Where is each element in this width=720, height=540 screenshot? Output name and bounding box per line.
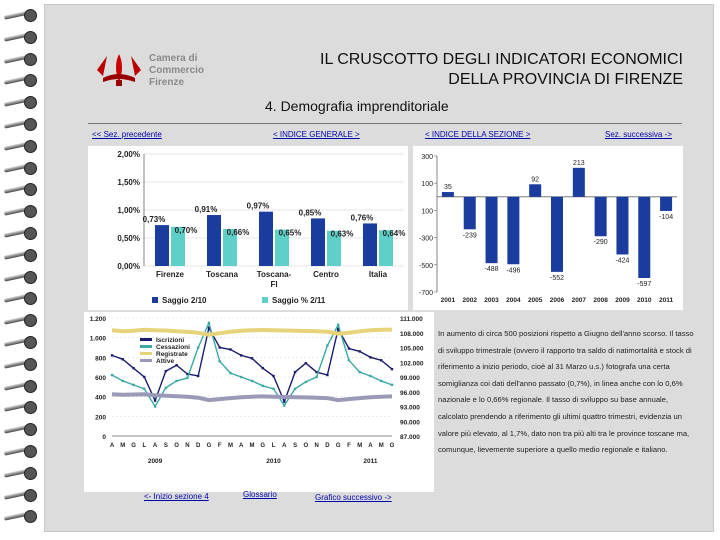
title-line-1: IL CRUSCOTTO DEGLI INDICATORI ECONOMICI: [320, 51, 683, 68]
y-tick-label: 100: [421, 208, 433, 216]
y-tick-label: 1,00%: [117, 206, 140, 215]
binder-ring: [4, 161, 38, 175]
binder-ring: [4, 226, 38, 240]
series-point: [380, 380, 382, 382]
balance-bar: [660, 197, 672, 211]
series-point: [197, 375, 199, 377]
balance-bar: [442, 192, 454, 197]
binder-ring: [4, 8, 38, 22]
title-line-2: DELLA PROVINCIA DI FIRENZE: [448, 71, 683, 88]
value-label: -488: [484, 266, 499, 274]
series-point: [143, 388, 145, 390]
series-point: [154, 399, 156, 401]
value-label: 92: [531, 176, 540, 184]
series-point: [369, 356, 371, 358]
ring-hole: [24, 314, 37, 327]
value-label: 0,85%: [298, 208, 322, 218]
legend-swatch: [140, 359, 152, 362]
y-tick-label: -500: [418, 262, 433, 270]
ring-hole: [24, 292, 37, 305]
prev-section-link[interactable]: << Sez. precedente: [92, 130, 162, 139]
legend-label: Registrate: [156, 351, 188, 358]
month-label: M: [120, 443, 126, 449]
year-label: 2004: [506, 297, 521, 304]
series-point: [262, 367, 264, 369]
binder-ring: [4, 379, 38, 393]
balance-bar: [529, 184, 541, 197]
month-label: M: [227, 443, 233, 449]
y-tick-label: 2,00%: [117, 150, 140, 159]
month-label: G: [335, 443, 341, 449]
month-label: G: [206, 443, 212, 449]
binder-ring: [4, 248, 38, 262]
series-point: [122, 358, 124, 360]
series-point: [229, 348, 231, 350]
value-label: 0,73%: [142, 215, 166, 225]
year-label: 2001: [440, 297, 456, 304]
series-point: [358, 350, 360, 352]
year-label: 2009: [615, 297, 630, 304]
ring-hole: [24, 249, 37, 262]
header-divider: [88, 123, 682, 124]
ring-hole: [24, 445, 37, 458]
value-label: -496: [506, 267, 521, 275]
month-label: G: [131, 443, 136, 449]
year-label: 2005: [527, 297, 543, 304]
legend-swatch: [262, 297, 268, 303]
value-label: 0,91%: [194, 205, 218, 215]
series-point: [208, 322, 210, 324]
series-point: [111, 374, 113, 376]
y-tick-label: 100: [421, 181, 433, 189]
value-label: 35: [444, 184, 452, 192]
y-tick-label: -700: [418, 290, 433, 297]
series-point: [175, 380, 177, 382]
ring-hole: [24, 489, 37, 502]
ring-hole: [24, 53, 37, 66]
balance-bar: [638, 197, 650, 278]
series-point: [262, 385, 264, 387]
month-label: D: [195, 443, 201, 449]
month-label: L: [142, 443, 147, 449]
logo-line-1: Camera di Commercio: [149, 53, 205, 76]
binder-ring: [4, 270, 38, 284]
month-label: D: [325, 443, 330, 449]
left-tick-label: 800: [95, 355, 106, 363]
month-label: A: [368, 443, 373, 449]
series-point: [326, 374, 328, 376]
month-label: A: [282, 443, 287, 449]
ring-hole: [24, 74, 37, 87]
series-point: [165, 370, 167, 372]
month-label: L: [271, 443, 276, 449]
binder-ring: [4, 509, 38, 523]
year-label: 2008: [593, 297, 608, 304]
series-point: [122, 380, 124, 382]
commentary-paragraph: In aumento di circa 500 posizioni rispetto a Giugno dell'anno scorso. Il tasso di sviluppo trimestrale (ovvero il rapporto tra saldo di natimortalità e stock di riferimento a inizio periodo, cioè al 31 Marzo u.s.) fotografa una certa somiglianza coi dati dell'anno passato (0,7%), in linea anche con lo 0,6% nazionale e lo 0,66% regionale. Il tasso di sviluppo su base annuale, calcolato prendendo a riferimento gli ultimi quattro trimestri, evidenzia un valore più elevato, al 1,7%, dato non tra più alti tra le province toscane ma, comunque, lievemente superiore a quello medio regionale e italiano.: [438, 329, 694, 455]
ring-hole: [24, 467, 37, 480]
left-tick-label: 400: [95, 394, 106, 402]
series-point: [315, 376, 317, 378]
right-tick-label: 111.000: [400, 316, 423, 323]
ring-hole: [24, 140, 37, 153]
series-point: [272, 388, 274, 390]
y-tick-label: 0,50%: [117, 234, 140, 243]
binder-ring: [4, 204, 38, 218]
florence-lily-icon: [93, 52, 145, 88]
series-point: [391, 384, 393, 386]
series-point: [326, 344, 328, 346]
ring-hole: [24, 9, 37, 22]
month-label: N: [185, 443, 190, 449]
binder-ring: [4, 73, 38, 87]
value-label: 0,97%: [246, 201, 270, 211]
value-label: 0,65%: [278, 228, 302, 238]
series-point: [337, 324, 339, 326]
month-label: A: [109, 443, 115, 449]
page-title: [250, 50, 683, 90]
ring-hole: [24, 401, 37, 414]
binder-ring: [4, 488, 38, 502]
legend-label: Saggio 2/10: [162, 296, 207, 305]
series-point: [272, 375, 274, 377]
value-label: 0,66%: [226, 228, 250, 238]
series-point: [348, 359, 350, 361]
year-label: 2009: [147, 458, 163, 465]
month-label: M: [357, 443, 363, 449]
category-label: Toscana: [206, 270, 238, 279]
growth-rate-bar-chart: [88, 146, 408, 310]
ring-hole: [24, 31, 37, 44]
right-tick-label: 102.000: [400, 360, 424, 368]
binder-ring: [4, 422, 38, 436]
month-label: F: [217, 443, 222, 449]
series-point: [305, 362, 307, 364]
binder-ring: [4, 335, 38, 349]
binder-ring: [4, 117, 38, 131]
bar-2010: [207, 215, 221, 266]
left-tick-label: 200: [95, 414, 106, 422]
ring-hole: [24, 162, 37, 175]
month-label: G: [260, 443, 266, 449]
balance-bar: [573, 168, 585, 197]
year-label: 2010: [266, 458, 281, 465]
right-tick-label: 108.000: [400, 330, 424, 338]
right-tick-label: 90.000: [400, 419, 420, 427]
balance-bar: [595, 197, 607, 236]
balance-bar: [464, 197, 476, 230]
year-label: 2007: [571, 297, 587, 304]
series-point: [240, 354, 242, 356]
series-point: [132, 384, 134, 386]
legend-label: Attive: [156, 358, 175, 365]
glossary-link[interactable]: Glossario: [243, 490, 277, 499]
month-label: M: [249, 443, 255, 449]
value-label: -552: [549, 274, 565, 282]
year-label: 2002: [462, 297, 477, 304]
binder-ring: [4, 30, 38, 44]
next-section-link[interactable]: Sez. successiva ->: [605, 130, 672, 139]
section-subtitle: 4. Demografia imprenditoriale: [265, 98, 449, 114]
series-point: [197, 346, 199, 348]
month-label: N: [314, 443, 319, 449]
legend-label: Iscrizioni: [156, 337, 185, 344]
series-point: [251, 380, 253, 382]
series-point: [251, 357, 253, 359]
month-label: G: [389, 443, 395, 449]
y-tick-label: 0,00%: [117, 262, 140, 271]
month-label: S: [163, 443, 168, 449]
month-label: A: [239, 443, 244, 449]
right-tick-label: 99.000: [400, 375, 420, 382]
y-tick-label: -300: [418, 235, 433, 243]
year-label: 2011: [363, 458, 378, 465]
series-point: [218, 360, 220, 362]
right-tick-label: 105.000: [400, 345, 424, 353]
series-point: [218, 346, 220, 348]
month-label: O: [303, 443, 309, 449]
legend-swatch: [152, 297, 158, 303]
chart-background: [84, 312, 434, 492]
value-label: 213: [572, 159, 585, 167]
binder-ring: [4, 95, 38, 109]
legend-label: Cessazioni: [156, 344, 190, 351]
series-point: [369, 375, 371, 377]
bar-2010: [311, 218, 325, 266]
balance-bar: [616, 197, 628, 255]
bar-2010: [259, 212, 273, 266]
ring-hole: [24, 271, 37, 284]
bar-2010: [155, 225, 169, 266]
next-chart-link[interactable]: Grafico successivo ->: [315, 493, 392, 502]
category-label: FI: [270, 280, 278, 289]
section-start-link[interactable]: <- Inizio sezione 4: [144, 492, 209, 501]
binder-ring: [4, 52, 38, 66]
series-point: [294, 388, 296, 390]
ring-hole: [24, 358, 37, 371]
category-label: Firenze: [155, 270, 185, 279]
right-tick-label: 96.000: [400, 389, 420, 397]
month-label: A: [152, 443, 158, 449]
year-label: 2010: [637, 297, 652, 304]
y-tick-label: 1,50%: [117, 178, 140, 187]
balance-bar: [551, 197, 563, 272]
category-label: Centro: [313, 270, 339, 279]
binder-ring: [4, 291, 38, 305]
monthly-flows-line-chart: [84, 312, 434, 492]
series-point: [186, 377, 188, 379]
month-label: S: [293, 443, 298, 449]
legend-swatch: [140, 352, 152, 355]
legend-swatch: [140, 345, 152, 348]
right-tick-label: 93.000: [400, 404, 420, 412]
left-tick-label: 1.200: [89, 316, 106, 323]
category-label: Italia: [368, 270, 388, 279]
series-point: [229, 372, 231, 374]
series-point: [165, 387, 167, 389]
section-index-link[interactable]: < INDICE DELLA SEZIONE >: [425, 130, 531, 139]
category-label: Toscana-: [256, 270, 292, 279]
ring-hole: [24, 205, 37, 218]
series-point: [348, 347, 350, 349]
binder-ring: [4, 466, 38, 480]
ring-hole: [24, 510, 37, 523]
ring-hole: [24, 423, 37, 436]
ring-hole: [24, 96, 37, 109]
legend-swatch: [140, 338, 152, 341]
binder-ring: [4, 444, 38, 458]
left-tick-label: 600: [95, 375, 106, 382]
value-label: 0,63%: [330, 229, 354, 239]
series-point: [358, 371, 360, 373]
month-label: O: [174, 443, 179, 449]
legend-label: Saggio % 2/11: [272, 296, 326, 305]
series-point: [132, 367, 134, 369]
right-tick-label: 87.000: [400, 434, 420, 441]
series-point: [175, 364, 177, 366]
year-label: 2006: [549, 297, 565, 304]
value-label: 0,70%: [174, 225, 198, 235]
logo-line-2: Firenze: [149, 77, 185, 88]
general-index-link[interactable]: < INDICE GENERALE >: [273, 130, 360, 139]
value-label: -104: [659, 213, 674, 221]
series-point: [143, 376, 145, 378]
value-label: -290: [593, 239, 608, 247]
value-label: 0,64%: [382, 229, 406, 239]
series-point: [391, 368, 393, 370]
ring-hole: [24, 118, 37, 131]
month-label: M: [378, 443, 384, 449]
balance-bar: [486, 197, 498, 263]
series-point: [240, 376, 242, 378]
series-point: [305, 381, 307, 383]
y-tick-label: 300: [421, 154, 433, 161]
series-point: [380, 359, 382, 361]
value-label: -424: [615, 257, 630, 265]
series-point: [294, 371, 296, 373]
series-point: [111, 354, 113, 356]
binder-ring: [4, 139, 38, 153]
series-point: [283, 404, 285, 406]
year-label: 2011: [659, 297, 674, 304]
bar-2010: [363, 223, 377, 266]
series-point: [283, 400, 285, 402]
binder-ring: [4, 182, 38, 196]
year-label: 2003: [484, 297, 499, 304]
left-tick-label: 1.000: [89, 335, 106, 343]
month-label: F: [347, 443, 351, 449]
value-label: -597: [637, 280, 652, 288]
binder-ring: [4, 400, 38, 414]
binder-rings: [0, 0, 46, 540]
binder-ring: [4, 313, 38, 327]
binder-ring: [4, 357, 38, 371]
annual-balance-bar-chart: [413, 146, 683, 310]
balance-bar: [507, 197, 519, 264]
ring-hole: [24, 227, 37, 240]
chamber-logo: [93, 52, 243, 88]
ring-hole: [24, 183, 37, 196]
value-label: -239: [462, 232, 477, 240]
logo-name: [149, 53, 243, 89]
ring-hole: [24, 336, 37, 349]
value-label: 0,76%: [350, 213, 374, 223]
left-tick-label: 0: [102, 434, 106, 441]
series-point: [154, 405, 156, 407]
ring-hole: [24, 380, 37, 393]
